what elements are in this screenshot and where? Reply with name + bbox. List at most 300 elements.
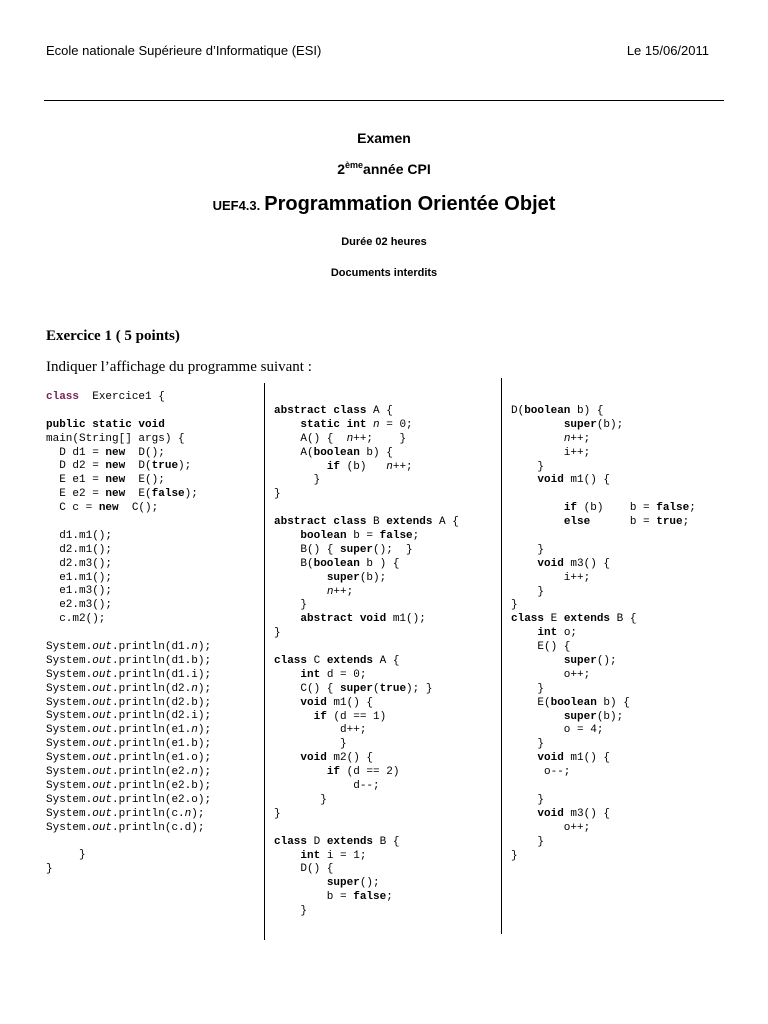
code-token: out [92, 807, 113, 820]
code-line [46, 447, 211, 461]
code-token: b = [590, 516, 657, 529]
code-token: E() { [511, 641, 571, 654]
code-token [511, 627, 537, 639]
code-line [46, 627, 211, 641]
code-token: b) { [359, 446, 393, 459]
code-token: ++; [333, 585, 354, 598]
code-token [511, 711, 564, 723]
code-token [274, 586, 327, 598]
code-token: boolean [300, 530, 347, 543]
code-token: public static void [46, 418, 165, 431]
code-line [274, 530, 459, 544]
code-token [274, 669, 300, 681]
year-rest: année CPI [363, 161, 431, 177]
code-line [46, 419, 211, 433]
code-token: out [92, 682, 113, 695]
code-line [511, 808, 696, 822]
exam-title: Examen [357, 130, 411, 146]
code-line [511, 738, 696, 752]
code-line [274, 683, 459, 697]
code-token: abstract class [274, 516, 367, 529]
code-token: d2.m1(); [46, 543, 113, 556]
code-token: } [511, 849, 518, 862]
code-line [46, 794, 211, 808]
code-token [274, 613, 300, 625]
code-token: if [326, 460, 341, 473]
code-line [274, 627, 459, 641]
code-token: class [274, 835, 308, 848]
code-token [274, 461, 327, 473]
code-line [511, 752, 696, 766]
code-token: false [379, 530, 413, 543]
code-line [274, 613, 459, 627]
code-line [511, 711, 696, 725]
code-token: super [563, 418, 597, 431]
code-token: m2() { [326, 752, 374, 765]
course-line [0, 193, 768, 216]
code-token: A( [274, 446, 314, 459]
code-token [274, 850, 300, 862]
code-line [511, 461, 696, 475]
code-token [511, 558, 537, 570]
code-token: out [92, 793, 113, 806]
code-token: C c = [46, 502, 99, 515]
code-token: new [105, 474, 126, 487]
code-line [46, 808, 211, 822]
code-line [274, 572, 459, 586]
code-token: } [274, 738, 347, 751]
code-line [274, 669, 459, 683]
code-token: static int [300, 418, 367, 431]
code-token: ); } [406, 682, 433, 695]
code-token: extends [563, 613, 611, 626]
code-token: (b); [359, 571, 387, 584]
code-token: new [105, 446, 126, 459]
course-code: UEF4.3. [212, 198, 261, 213]
code-token: int [537, 627, 558, 640]
code-line [274, 461, 459, 475]
code-token: D() { [274, 863, 334, 876]
code-line [46, 863, 211, 877]
code-token: void [300, 752, 327, 765]
code-line [511, 669, 696, 683]
code-token: .println(c. [112, 807, 185, 820]
code-token: B() { [274, 543, 341, 556]
code-token: E e2 = [46, 488, 106, 501]
code-token: } [511, 585, 545, 598]
code-line [511, 599, 696, 613]
code-token: ); [197, 682, 212, 695]
code-token: .println(e2.o); [112, 793, 212, 806]
code-token: n [563, 432, 571, 445]
code-token: b) { [596, 696, 630, 709]
code-token: C() { [274, 682, 341, 695]
code-token: ); [191, 807, 205, 820]
code-token: (d == 2) [340, 766, 400, 779]
code-line [274, 558, 459, 572]
code-token: e1.m3(); [46, 585, 113, 598]
code-token [274, 752, 300, 764]
code-token: (b); [596, 710, 624, 723]
code-token: out [92, 710, 113, 723]
code-token: } [511, 738, 545, 751]
code-line [274, 766, 459, 780]
code-line [46, 766, 211, 780]
code-line [274, 544, 459, 558]
code-line [511, 502, 696, 516]
code-column-1 [46, 391, 211, 877]
code-token: E( [511, 696, 551, 709]
code-token: B( [274, 557, 314, 570]
code-line [274, 780, 459, 794]
code-line [274, 891, 459, 905]
code-token: } [511, 682, 545, 695]
code-line [46, 752, 211, 766]
code-token: b ) { [359, 557, 400, 570]
code-line [511, 558, 696, 572]
code-token: extends [326, 655, 374, 668]
code-token: o--; [511, 766, 571, 779]
code-token: super [563, 655, 597, 668]
code-token: boolean [524, 405, 571, 417]
code-token: d = 0; [320, 668, 367, 681]
code-token: .println(d2.i); [112, 710, 212, 723]
code-token: D(); [125, 446, 165, 459]
code-line [274, 433, 459, 447]
code-token: out [92, 779, 113, 792]
code-token [274, 711, 314, 723]
code-token: false [656, 502, 690, 515]
code-token: System. [46, 641, 93, 654]
code-line [46, 474, 211, 488]
code-token: super [340, 543, 374, 556]
code-line [46, 516, 211, 530]
code-line [274, 405, 459, 419]
code-token: abstract void [300, 613, 387, 626]
code-line [274, 447, 459, 461]
code-token: System. [46, 654, 93, 667]
code-line [46, 697, 211, 711]
code-token: (); [359, 877, 380, 890]
exercise-title: Exercice 1 ( 5 points) [46, 328, 180, 344]
code-token: out [92, 696, 113, 709]
code-token: super [340, 682, 374, 695]
code-token: ; [682, 516, 690, 529]
code-token: ); [197, 766, 212, 779]
code-line [511, 794, 696, 808]
code-token: i = 1; [320, 849, 367, 862]
code-line [46, 613, 211, 627]
code-line [274, 488, 459, 502]
code-token: (); [596, 655, 617, 668]
code-token: new [105, 488, 126, 501]
code-token: D( [511, 405, 525, 417]
code-token [511, 433, 564, 445]
code-line [511, 627, 696, 641]
code-line [511, 641, 696, 655]
code-token [511, 419, 564, 431]
code-token: b) { [570, 405, 604, 417]
code-token: d--; [274, 780, 380, 793]
code-token: E( [125, 488, 152, 501]
code-token: } [511, 599, 518, 612]
code-token: D [307, 835, 327, 848]
code-token: n [191, 724, 198, 737]
code-token: } [511, 460, 545, 473]
code-line [46, 558, 211, 572]
code-token: (b) b = [577, 502, 657, 515]
code-token: } [274, 793, 327, 806]
code-token: } [46, 849, 86, 862]
code-token: System. [46, 682, 93, 695]
code-line [511, 474, 696, 488]
code-token [511, 516, 564, 528]
code-token: ( [373, 682, 380, 695]
code-token: (b) [340, 460, 387, 473]
code-token: A { [432, 516, 459, 529]
code-line [274, 474, 459, 488]
code-token: ; [689, 502, 696, 515]
year-number: 2 [337, 161, 346, 177]
code-token: n [386, 460, 393, 473]
code-line [274, 752, 459, 766]
code-token: boolean [550, 696, 597, 709]
code-token: true [656, 516, 683, 529]
code-line [274, 808, 459, 822]
code-line [46, 585, 211, 599]
code-token: m1() { [563, 474, 611, 487]
code-token: System. [46, 738, 93, 751]
code-token: .println(e1.o); [112, 752, 212, 765]
code-token: ++; [570, 432, 591, 445]
code-token: o = 4; [511, 724, 604, 737]
code-token: D( [125, 460, 152, 473]
code-line [46, 738, 211, 752]
code-token [274, 697, 300, 709]
code-line [511, 655, 696, 669]
code-token: else [563, 516, 591, 529]
exam-date: Le 15/06/2011 [626, 43, 709, 58]
code-token: if [313, 710, 327, 723]
code-token: n [191, 682, 198, 695]
header-rule [44, 100, 724, 101]
code-token: i++; [511, 446, 591, 459]
code-token: System. [46, 807, 93, 820]
exercise-instruction: Indiquer l’affichage du programme suivant : [46, 359, 312, 375]
code-line [511, 586, 696, 600]
school-name: Ecole nationale Supérieure d’Informatique (ESI) [46, 43, 322, 58]
column-divider-2 [501, 378, 502, 934]
code-token: ++; [392, 460, 413, 473]
code-token: .println(d1.i); [112, 668, 212, 681]
code-token: Exercice1 { [79, 391, 165, 403]
code-token: } [274, 807, 281, 820]
code-token: ; [386, 891, 393, 904]
code-line [46, 599, 211, 613]
code-token: n [191, 641, 198, 654]
code-token: m3() { [563, 807, 611, 820]
code-line [511, 613, 696, 627]
code-token: o; [557, 627, 578, 640]
code-column-3 [511, 405, 696, 863]
code-token: m1() { [563, 752, 611, 765]
code-line [274, 863, 459, 877]
code-line [46, 836, 211, 850]
code-token [511, 502, 564, 514]
code-line [511, 780, 696, 794]
code-token [274, 766, 327, 778]
code-token: .println(d1.b); [112, 654, 212, 667]
code-token: d++; [274, 724, 367, 737]
code-line [46, 710, 211, 724]
code-line [274, 599, 459, 613]
code-token: .println(d2. [112, 682, 192, 695]
code-line [46, 780, 211, 794]
code-token: class [274, 655, 308, 668]
code-line [46, 530, 211, 544]
code-token: A { [366, 405, 393, 417]
code-line [511, 516, 696, 530]
code-token [274, 530, 300, 542]
code-token: if [563, 502, 578, 515]
code-line [511, 447, 696, 461]
code-token: System. [46, 793, 93, 806]
code-line [46, 849, 211, 863]
code-token: true [151, 460, 179, 473]
code-token: System. [46, 724, 93, 737]
code-token: A { [373, 655, 400, 668]
code-token: m1(); [386, 613, 426, 626]
code-line [274, 641, 459, 655]
code-token: i++; [511, 571, 591, 584]
course-name: Programmation Orientée Objet [264, 193, 556, 215]
code-token: D d1 = [46, 446, 106, 459]
code-token: n [373, 418, 380, 431]
code-token: void [537, 557, 564, 570]
code-line [511, 850, 696, 864]
code-token: out [92, 821, 113, 834]
code-token [274, 572, 327, 584]
code-token: false [353, 891, 387, 904]
code-token: e1.m1(); [46, 571, 113, 584]
code-token: .println(e1.b); [112, 738, 212, 751]
code-token: System. [46, 779, 93, 792]
code-token: .println(c.d); [112, 821, 205, 834]
code-line [46, 669, 211, 683]
code-line [274, 836, 459, 850]
code-token: n [326, 585, 334, 598]
code-token: boolean [313, 557, 360, 570]
code-token: class [511, 613, 545, 626]
code-token: } [511, 543, 545, 556]
code-token: void [300, 696, 327, 709]
code-token: } [274, 905, 308, 918]
code-token: E(); [125, 474, 165, 487]
code-line [274, 516, 459, 530]
code-token: void [537, 474, 564, 487]
code-token: } [274, 474, 321, 487]
code-line [274, 905, 459, 919]
code-token: out [92, 752, 113, 765]
code-token: o++; [511, 668, 591, 681]
code-line [511, 530, 696, 544]
code-token: ++; } [353, 432, 407, 445]
code-token: (d == 1) [326, 710, 387, 723]
code-token: System. [46, 710, 93, 723]
code-line [511, 683, 696, 697]
code-token: D d2 = [46, 460, 106, 473]
year-line [0, 161, 768, 177]
code-token: System. [46, 696, 93, 709]
code-line [511, 724, 696, 738]
code-token: n [184, 807, 192, 820]
code-token: (b); [596, 418, 624, 431]
code-column-2 [274, 405, 459, 919]
code-token: out [92, 641, 113, 654]
documents-policy: Documents interdits [330, 267, 438, 279]
code-line [511, 419, 696, 433]
code-token: class [46, 391, 80, 403]
code-token: o++; [511, 821, 591, 834]
code-token [274, 877, 327, 889]
code-token [511, 808, 537, 820]
code-token: n [346, 432, 354, 445]
code-token: main(String[] args) { [46, 432, 185, 445]
code-token [274, 419, 300, 431]
code-token: b = [274, 891, 354, 904]
code-token: (); } [373, 543, 413, 556]
code-token: ; [412, 530, 420, 543]
code-token: c.m2(); [46, 613, 106, 626]
code-token: out [92, 654, 113, 667]
code-token: m1() { [326, 696, 374, 709]
code-token: .println(e2.b); [112, 779, 212, 792]
code-token: E e1 = [46, 474, 106, 487]
code-token [511, 752, 537, 764]
code-token: true [379, 682, 407, 695]
code-token: = 0; [379, 418, 413, 431]
code-line [46, 822, 211, 836]
code-token: void [537, 752, 564, 765]
code-line [46, 641, 211, 655]
code-line [274, 738, 459, 752]
code-token: A() { [274, 432, 347, 445]
code-token: ); [178, 460, 192, 473]
code-line [511, 488, 696, 502]
code-token: } [511, 835, 545, 848]
code-token: ); [197, 724, 212, 737]
code-line [511, 697, 696, 711]
exam-duration: Durée 02 heures [341, 236, 427, 248]
code-token: System. [46, 821, 93, 834]
code-line [274, 586, 459, 600]
code-token: } [274, 599, 308, 612]
code-line [511, 766, 696, 780]
code-token: super [326, 877, 360, 890]
code-token: } [46, 863, 53, 876]
code-token: if [326, 766, 341, 779]
code-line [46, 405, 211, 419]
code-line [274, 794, 459, 808]
code-line [274, 724, 459, 738]
code-line [511, 433, 696, 447]
code-token: n [191, 766, 198, 779]
column-divider-1 [264, 383, 265, 940]
code-token: B { [373, 835, 400, 848]
code-token: .println(d2.b); [112, 696, 212, 709]
code-token: B { [610, 613, 637, 626]
code-token: System. [46, 766, 93, 779]
